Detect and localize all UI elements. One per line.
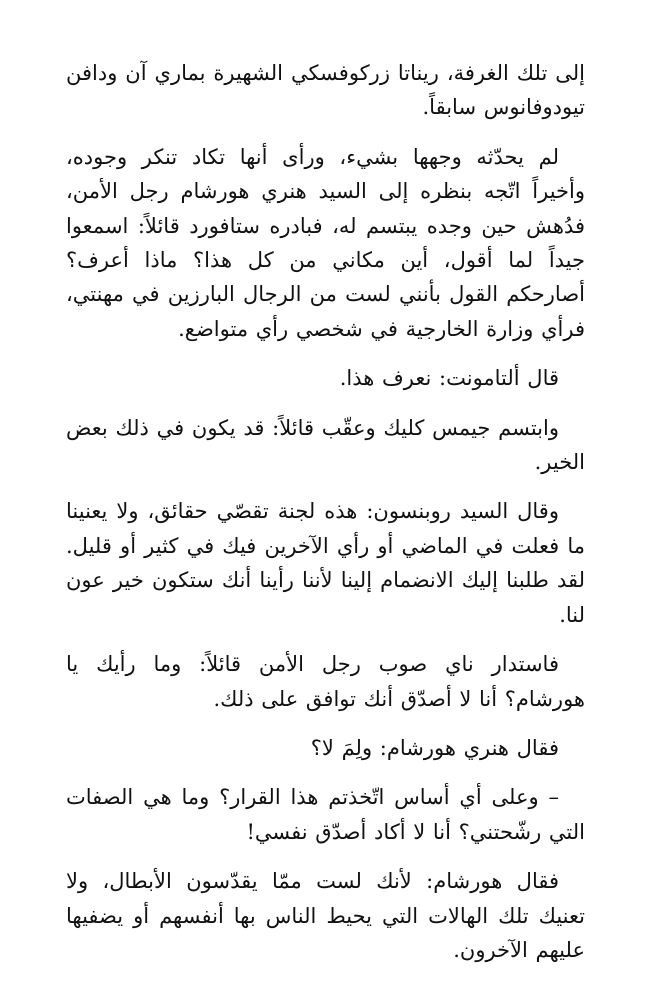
paragraph-horsham-answer: فقال هورشام: لأنك لست ممّا يقدّسون الأبطال، ولا تعنيك تلك الهالات التي يحيط الناس بها أنفسهم أو يضفيها عليهم الآخرون.	[66, 869, 585, 962]
paragraph-robinson: وقال السيد روبنسون: هذه لجنة تقصّي حقائق، ولا يعنينا ما فعلت في الماضي أو رأي الآخرين فيك في كثير أو قليل. لقد طلبنا إليك الانضمام إلينا لأننا رأينا أنك ستكون خير عون لنا.	[66, 499, 585, 627]
paragraph-continuation: إلى تلك الغرفة، ريناتا زركوفسكي الشهيرة بماري آن ودافن تيودوفانوس سابقاً.	[66, 61, 585, 120]
paragraph-altamont: قال ألتامونت: نعرف هذا.	[339, 366, 559, 391]
paragraph-horsham-why-not: فقال هنري هورشام: ولِمَ لا؟	[310, 735, 559, 760]
paragraph-james-click: وابتسم جيمس كليك وعقّب قائلاً: قد يكون في ذلك بعض الخير.	[66, 415, 585, 475]
paragraph-nye-turns: فاستدار ناي صوب رجل الأمن قائلاً: وما رأيك يا هورشام؟ أنا لا أصدّق أنك توافق على ذلك.	[66, 652, 585, 711]
paragraph-dialogue-question: – وعلى أي أساس اتّخذتم هذا القرار؟ وما هي الصفات التي رشّحتني؟ أنا لا أكاد أصدّق نفسي!	[66, 785, 585, 844]
paragraph-stafford-speech: لم يحدّثه وجهها بشيء، ورأى أنها تكاد تنكر وجوده، وأخيراً اتّجه بنظره إلى السيد هنري هورشام رجل الأمن، فدُهش حين وجده يبتسم له، فبادره ستافورد قائلاً: اسمعوا جيداً لما أقول، أين مكاني من كل هذا؟ ماذا أعرف؟ أصارحكم القول بأنني لست من الرجال البارزين في مهنتي، فرأي وزارة الخارجية في شخصي رأي متواضع.	[66, 144, 585, 341]
